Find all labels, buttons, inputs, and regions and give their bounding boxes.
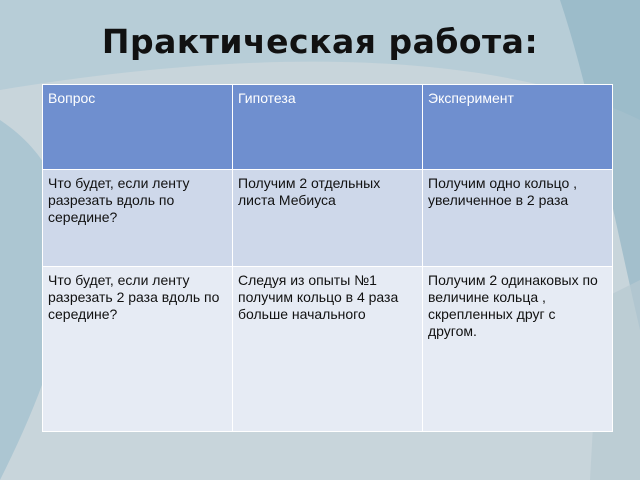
slide-title: Практическая работа: [101, 22, 539, 61]
table-header-row [43, 85, 613, 170]
header-question: Вопрос [43, 85, 233, 170]
cell-experiment: Получим одно кольцо , увеличенное в 2 раза [423, 170, 613, 267]
header-experiment: Эксперимент [423, 85, 613, 170]
results-table [42, 84, 613, 432]
cell-hypothesis: Следуя из опыты №1 получим кольцо в 4 раза больше начального [233, 267, 423, 432]
cell-question: Что будет, если ленту разрезать 2 раза вдоль по середине? [43, 267, 233, 432]
cell-question: Что будет, если ленту разрезать вдоль по середине? [43, 170, 233, 267]
header-hypothesis: Гипотеза [233, 85, 423, 170]
table-row [43, 267, 613, 432]
cell-experiment: Получим 2 одинаковых по величине кольца , скрепленных друг с другом. [423, 267, 613, 432]
table-row [43, 170, 613, 267]
cell-hypothesis: Получим 2 отдельных листа Мебиуса [233, 170, 423, 267]
